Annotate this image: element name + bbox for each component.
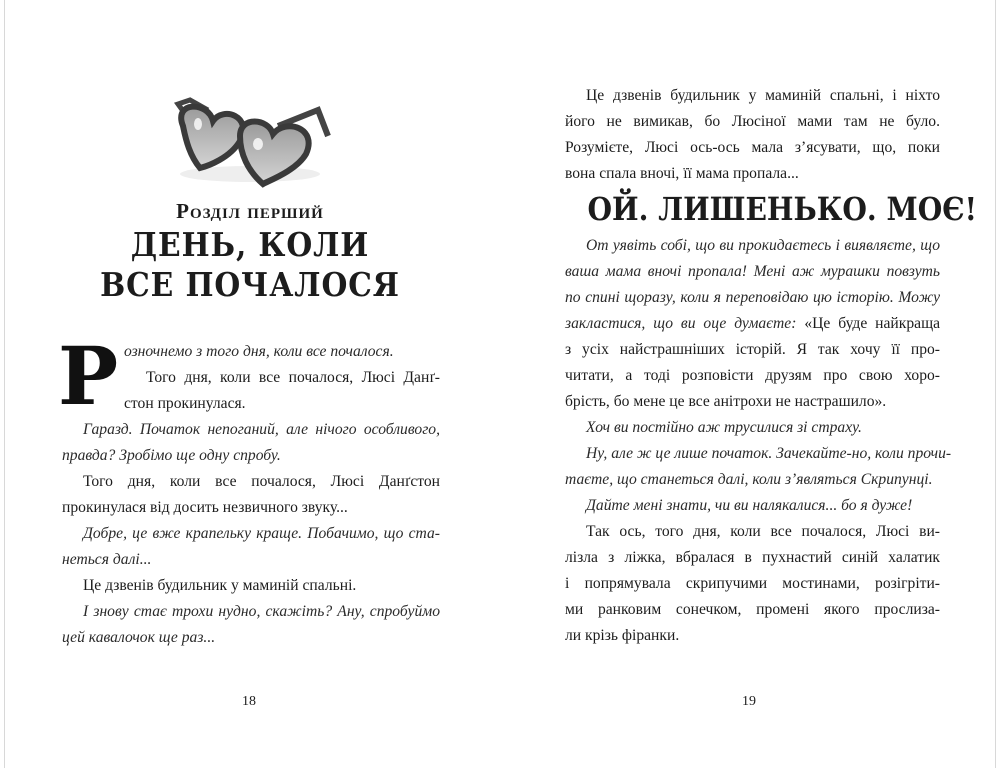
text-line: Дайте мені знати, чи ви налякалися... бо я дуже! [586, 497, 913, 514]
text-line: ваша мама вночі пропала! Мені аж мурашки повзуть [565, 263, 940, 280]
right-page [500, 0, 1000, 768]
text-segment: читати, а тоді розповісти друзям про свою хоро- [565, 367, 940, 384]
text-line: і попрямувала скрипучими мостинами, розігріти- [565, 575, 940, 592]
text-line: От уявіть собі, що ви прокидаєтесь і виявляєте, що [586, 237, 940, 254]
text-segment: «Це буде найкраща [804, 315, 941, 332]
text-line: цей кавалочок ще раз... [62, 629, 216, 646]
text-line [565, 311, 940, 337]
text-line [565, 337, 940, 363]
text-line: таєте, що станеться далі, коли з’являться Скрипунці. [565, 471, 933, 488]
text-line: Це дзвенів будильник у маминій спальні, і ніхто [586, 87, 940, 104]
text-line: ли крізь фіранки. [565, 627, 680, 644]
text-line: Розумієте, Люсі ось-ось мала з’ясувати, що, поки [565, 139, 940, 156]
text-line: Ну, але ж це лише початок. Зачекайте-но, коли прочи- [586, 445, 952, 462]
chapter-title-line-2: ВСЕ ПОЧАЛОСЯ [100, 265, 400, 304]
chapter-label: Розділ перший [176, 199, 324, 223]
right-page-text [565, 83, 977, 649]
text-line: неться далі... [62, 551, 152, 568]
page-number: 19 [742, 694, 756, 709]
text-line: по спині щоразу, коли я переповідаю цю історію. Можу [565, 289, 940, 306]
text-segment: з усіх найстрашніших історій. Я так хочу її про- [565, 341, 940, 358]
text-line [565, 389, 940, 415]
text-line: Добре, це вже крапельку краще. Побачимо, що ста- [83, 525, 440, 542]
section-heading: ОЙ. ЛИШЕНЬКО. МОЄ! [587, 190, 977, 228]
text-line: Це дзвенів будильник у маминій спальні. [83, 577, 357, 594]
text-line: стон прокинулася. [124, 395, 246, 412]
text-line [565, 363, 940, 389]
text-line: Хоч ви постійно аж трусилися зі страху. [586, 419, 862, 436]
text-segment: брість, бо мене це все анітрохи не настрашило». [565, 393, 887, 410]
text-line: прокинулася від досить незвичного звуку... [62, 499, 348, 516]
page-number: 18 [242, 694, 256, 709]
text-line: його не вимикав, бо Люсіної мами там не було. [565, 113, 940, 130]
text-line: озночнемо з того дня, коли все почалося. [124, 343, 394, 360]
drop-cap: Р [58, 329, 119, 423]
text-line: ми ранковим сонечком, промені якого прослиза- [565, 601, 940, 618]
text-line: правда? Зробімо ще одну спробу. [62, 447, 281, 464]
heart-sunglasses-illustration [168, 96, 333, 191]
text-line: лізла з ліжка, вбралася в пухнастий синій халатик [565, 549, 940, 566]
text-line: І знову стає трохи нудно, скажіть? Ану, спробуймо [83, 603, 440, 620]
chapter-title-line-1: ДЕНЬ, КОЛИ [130, 225, 370, 264]
left-page-text [62, 339, 440, 651]
text-line: вона спала вночі, її мама пропала... [565, 165, 799, 182]
text-line: Гаразд. Початок непоганий, але нічого особливого, [83, 421, 440, 438]
text-line: Так ось, того дня, коли все почалося, Люсі ви- [586, 523, 940, 540]
text-segment: закластися, що ви оце думаєте: [565, 315, 805, 332]
text-line: Того дня, коли все почалося, Люсі Данґстон [83, 473, 440, 490]
text-line: Того дня, коли все почалося, Люсі Данґ- [146, 369, 440, 386]
